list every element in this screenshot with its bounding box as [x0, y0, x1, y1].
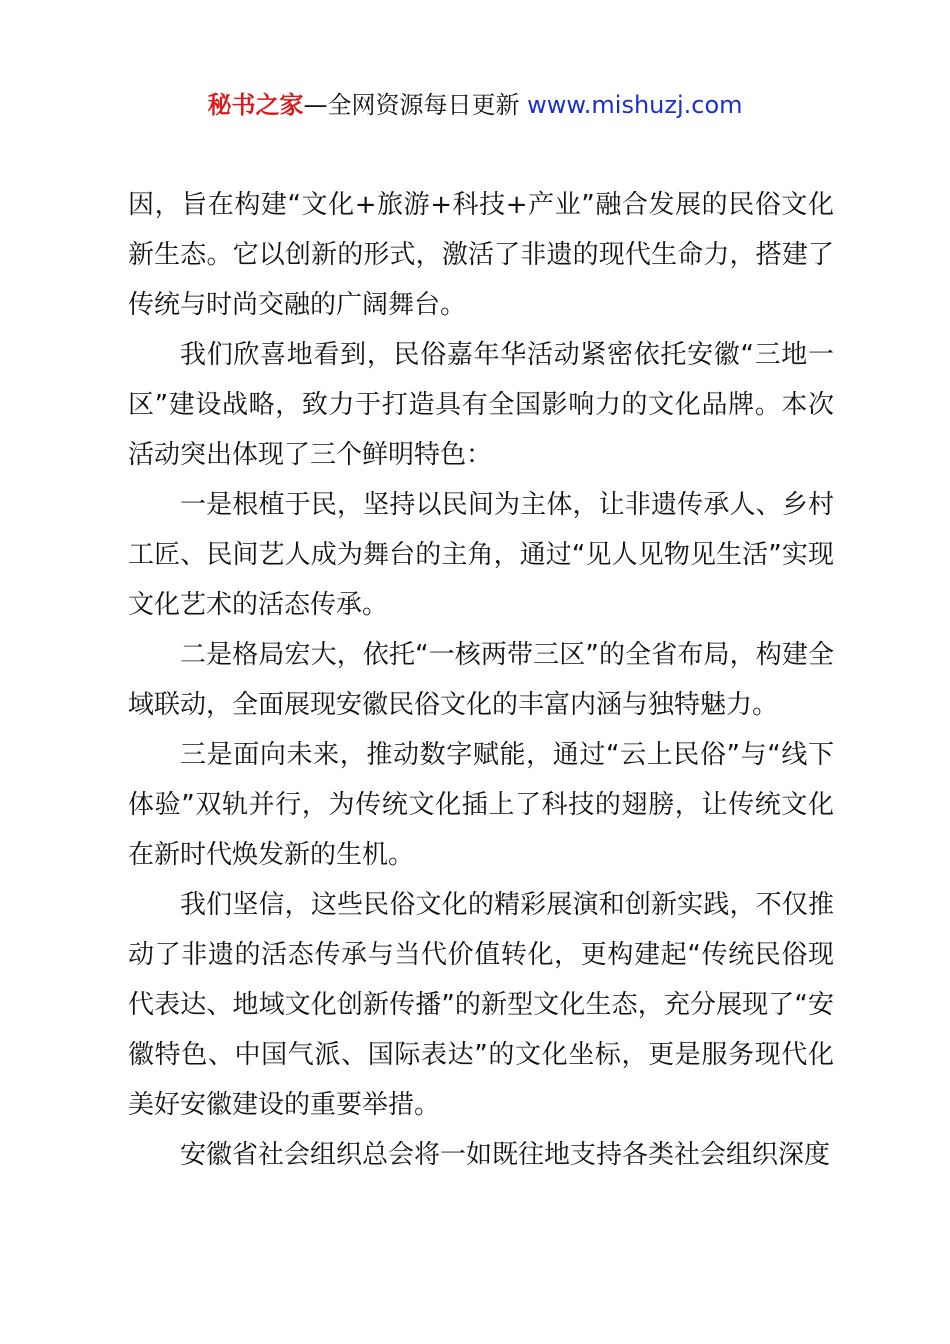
paragraph: 我们坚信，这些民俗文化的精彩展演和创新实践，不仅推动了非遗的活态传承与当代价值转化，更构建起“传统民俗现代表达、地域文化创新传播”的新型文化生态，充分展现了“安徽特色、中国气派、国际表达”的文化坐标，更是服务现代化美好安徽建设的重要举措。	[128, 890, 834, 1120]
page-header	[0, 88, 950, 122]
document-body	[128, 180, 834, 1180]
paragraph: 二是格局宏大，依托“一核两带三区”的全省布局，构建全域联动，全面展现安徽民俗文化的丰富内涵与独特魅力。	[128, 640, 834, 720]
paragraph-continued: 因，旨在构建“文化+旅游+科技+产业”融合发展的民俗文化新生态。它以创新的形式，激活了非遗的现代生命力，搭建了传统与时尚交融的广阔舞台。	[128, 190, 834, 320]
paragraph: 三是面向未来，推动数字赋能，通过“云上民俗”与“线下体验”双轨并行，为传统文化插上了科技的翅膀，让传统文化在新时代焕发新的生机。	[128, 740, 834, 870]
site-tagline: —全网资源每日更新	[303, 91, 528, 119]
site-brand: 秘书之家	[207, 91, 304, 119]
site-url-link[interactable]: www.mishuzj.com	[527, 91, 743, 119]
paragraph: 我们欣喜地看到，民俗嘉年华活动紧密依托安徽“三地一区”建设战略，致力于打造具有全国影响力的文化品牌。本次活动突出体现了三个鲜明特色：	[128, 340, 834, 470]
paragraph: 一是根植于民，坚持以民间为主体，让非遗传承人、乡村工匠、民间艺人成为舞台的主角，通过“见人见物见生活”实现文化艺术的活态传承。	[128, 490, 834, 620]
paragraph: 安徽省社会组织总会将一如既往地支持各类社会组织深度	[180, 1140, 831, 1170]
